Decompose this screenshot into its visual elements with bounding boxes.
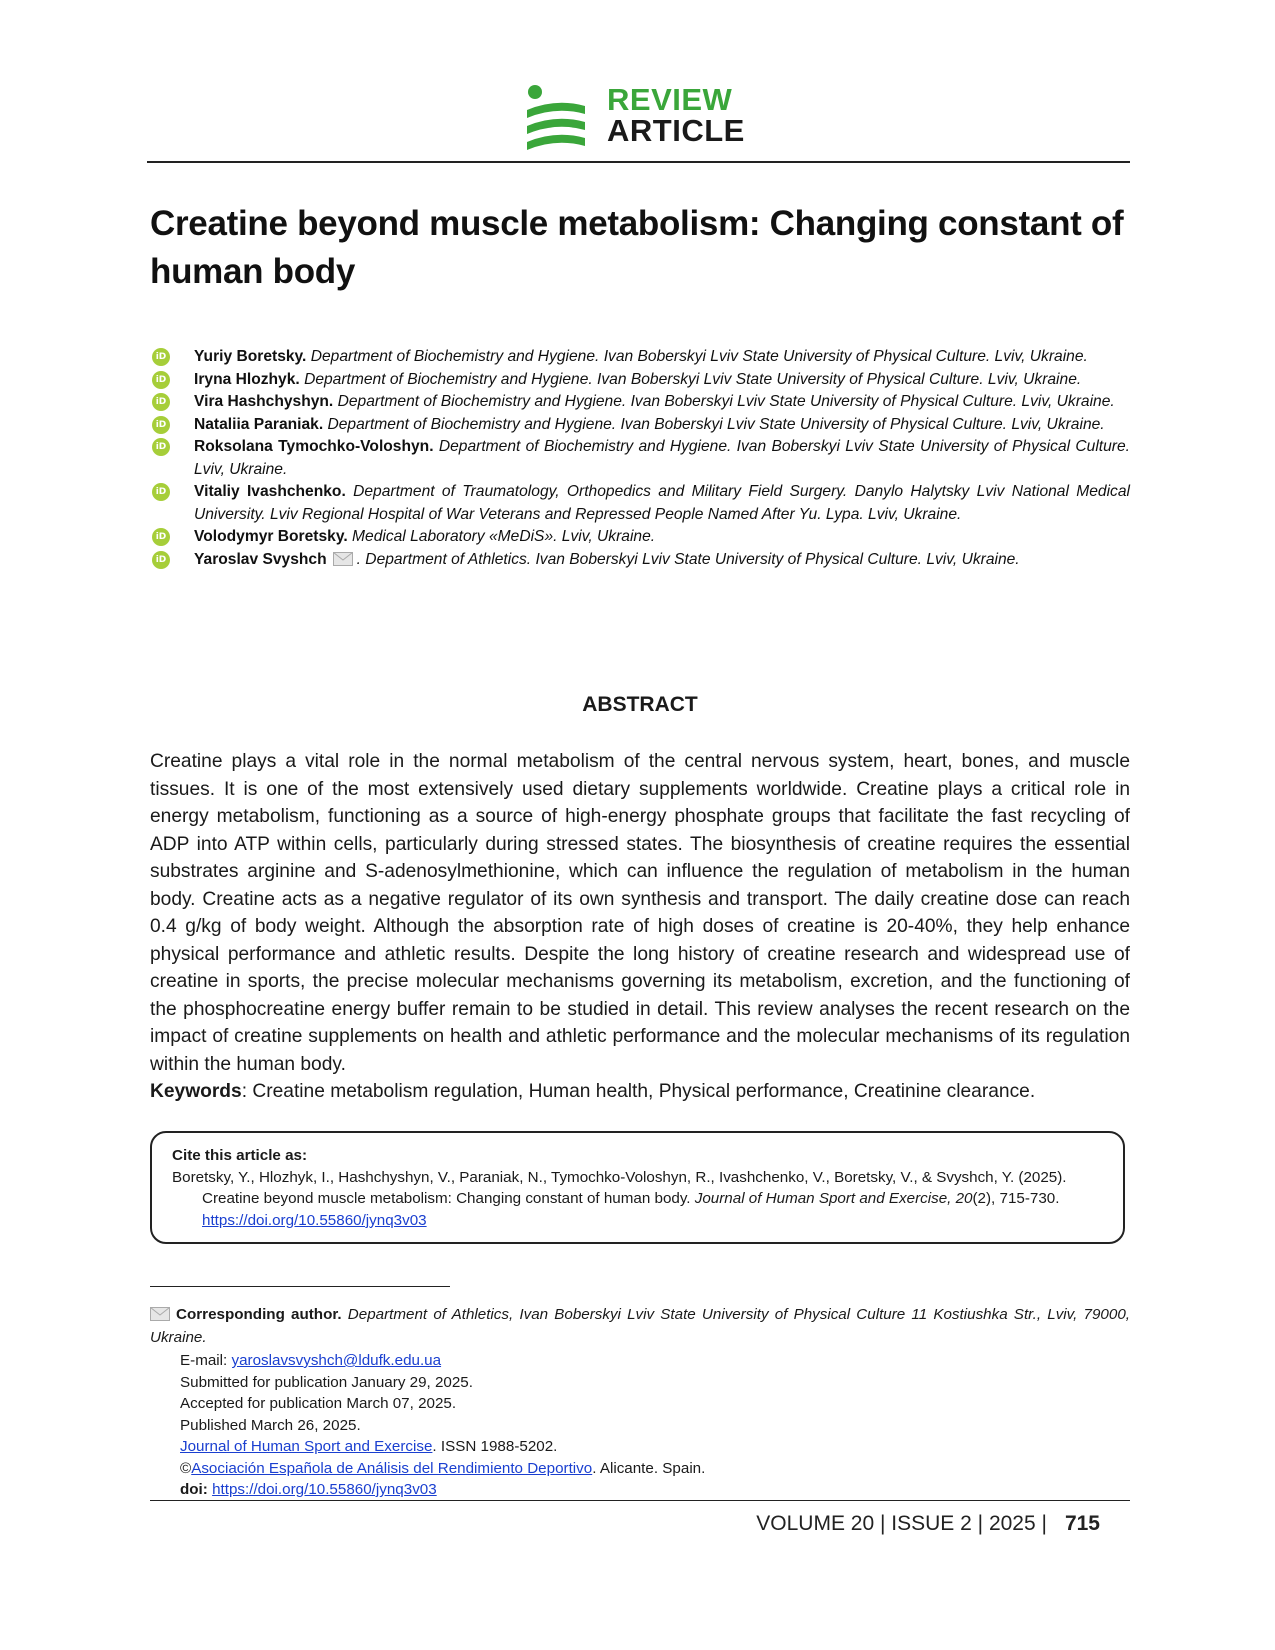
author-entry (150, 369, 1130, 392)
publisher-link[interactable]: Asociación Española de Análisis del Rendimiento Deportivo (191, 1459, 593, 1477)
footnote-divider (150, 1286, 450, 1287)
author-entry (150, 526, 1130, 549)
corresponding-author (150, 1303, 1130, 1349)
submitted-date: Submitted for publication January 29, 2025. (180, 1373, 473, 1391)
orcid-icon[interactable]: iD (152, 483, 170, 501)
citation-authors: Boretsky, Y., Hlozhyk, I., Hashchyshyn, V., Paraniak, N., Tymochko-Voloshyn, R., Ivashchenko, V., Boretsky, V., & Svyshch, Y. (2025). (172, 1168, 1067, 1186)
citation-box (150, 1131, 1125, 1244)
doi-label: doi: (180, 1481, 208, 1498)
email-link[interactable]: yaroslavsvyshch@ldufk.edu.ua (231, 1352, 442, 1369)
citation-text (172, 1167, 1103, 1232)
accepted-date: Accepted for publication March 07, 2025. (180, 1395, 457, 1412)
envelope-icon (333, 552, 353, 566)
author-affiliation: Department of Biochemistry and Hygiene. Ivan Boberskyi Lviv State University of Physical Culture. Lviv, Ukraine. (194, 438, 1130, 478)
author-affiliation: . Department of Athletics. Ivan Boberskyi Lviv State University of Physical Culture. Lviv, Ukraine. (356, 550, 1020, 568)
author-affiliation: Department of Biochemistry and Hygiene. Ivan Boberskyi Lviv State University of Physical Culture. Lviv, Ukraine. (337, 393, 1115, 410)
badge-article: ARTICLE (607, 113, 745, 148)
journal-logo-icon (525, 84, 587, 150)
author-entry (150, 436, 1130, 481)
author-name: Yaroslav Svyshch (194, 550, 327, 568)
author-affiliation: Department of Biochemistry and Hygiene. Ivan Boberskyi Lviv State University of Physical Culture. Lviv, Ukraine. (304, 370, 1082, 388)
orcid-icon[interactable]: iD (152, 348, 170, 366)
author-name: Yuriy Boretsky. (194, 348, 307, 365)
author-entry (150, 549, 1130, 572)
journal-line (180, 1436, 1080, 1458)
author-name: Iryna Hlozhyk. (194, 370, 300, 388)
author-entry (150, 414, 1130, 437)
article-title: Creatine beyond muscle metabolism: Changing constant of human body (150, 204, 1124, 291)
corresponding-label: Corresponding author. (176, 1306, 342, 1323)
abstract-text: Creatine plays a vital role in the normal metabolism of the central nervous system, heart, bones, and muscle tissues. It is one of the most extensively used dietary supplements worldwide. Creatine plays a critical role in energy metabolism, functioning as a source of high-energy phosphate groups that facilitate the fast recycling of ADP into ATP within cells, particularly during stressed states. The biosynthesis of creatine requires the essential substrates arginine and S-adenosylmethionine, which can influence the regulation of metabolism in the human body. Creatine acts as a negative regulator of its own synthesis and transport. The daily creatine dose can reach 0.4 g/kg of body weight. Although the absorption rate of high doses of creatine is 20-40%, they help enhance physical performance and athletic results. Despite the long history of creatine research and widespread use of creatine in sports, the precise molecular mechanisms governing its metabolism, excretion, and the functioning of the phosphocreatine energy buffer remain to be studied in detail. This review analyses the recent research on the impact of creatine supplements on health and athletic performance and the molecular mechanisms of its regulation within the human body. (150, 751, 1130, 1075)
volume-issue: VOLUME 20 | ISSUE 2 | 2025 | (756, 1512, 1047, 1535)
keywords (150, 1078, 1130, 1106)
review-article-badge (525, 84, 755, 150)
footer-divider (150, 1500, 1130, 1501)
orcid-icon[interactable]: iD (152, 438, 170, 456)
author-affiliation: Department of Biochemistry and Hygiene. Ivan Boberskyi Lviv State University of Physical Culture. Lviv, Ukraine. (310, 348, 1088, 365)
orcid-icon[interactable]: iD (152, 528, 170, 546)
orcid-icon[interactable]: iD (152, 551, 170, 569)
badge-review: REVIEW (607, 82, 733, 117)
orcid-icon[interactable]: iD (152, 416, 170, 434)
author-entry (150, 346, 1130, 369)
author-list (150, 346, 1130, 571)
header-divider (147, 161, 1130, 163)
author-name: Volodymyr Boretsky. (194, 528, 348, 545)
published-date: Published March 26, 2025. (180, 1416, 361, 1434)
doi-link[interactable]: https://doi.org/10.55860/jynq3v03 (212, 1481, 437, 1498)
author-affiliation: Medical Laboratory «MeDiS». Lviv, Ukraine. (352, 528, 656, 545)
citation-doi-link[interactable]: https://doi.org/10.55860/jynq3v03 (202, 1211, 427, 1229)
page-number: 715 (1064, 1512, 1100, 1535)
keywords-text: : Creatine metabolism regulation, Human health, Physical performance, Creatinine clearance. (241, 1081, 1036, 1102)
doi-line (180, 1479, 1080, 1501)
author-name: Vira Hashchyshyn. (194, 393, 334, 410)
author-entry (150, 391, 1130, 414)
citation-issue: (2), 715-730. (972, 1190, 1060, 1207)
author-affiliation: Department of Biochemistry and Hygiene. Ivan Boberskyi Lviv State University of Physical Culture. Lviv, Ukraine. (327, 415, 1105, 433)
envelope-icon (150, 1307, 170, 1321)
issn: . ISSN 1988-5202. (432, 1438, 558, 1455)
author-affiliation: Department of Traumatology, Orthopedics and Military Field Surgery. Danylo Halytsky Lviv National Medical University. Lviv Regional Hospital of War Veterans and Repressed People Named After Yu. Lypa. Lviv, Ukraine. (194, 483, 1130, 523)
copyright-line: ©Asociación Española de Análisis del Rendimiento Deportivo. Alicante. Spain. (180, 1459, 706, 1477)
author-name: Vitaliy Ivashchenko. (194, 483, 346, 500)
citation-label: Cite this article as: (172, 1147, 308, 1164)
orcid-icon[interactable]: iD (152, 393, 170, 411)
corresponding-address: Department of Athletics, Ivan Boberskyi Lviv State University of Physical Culture 11 Kostiushka Str., Lviv, 79000, Ukraine. (150, 1306, 1130, 1346)
author-entry (150, 481, 1130, 526)
keywords-label: Keywords (150, 1081, 242, 1102)
journal-link[interactable]: Journal of Human Sport and Exercise (180, 1438, 433, 1455)
abstract-heading: ABSTRACT (582, 693, 698, 716)
author-name: Roksolana Tymochko-Voloshyn. (194, 438, 434, 455)
publication-meta (180, 1350, 1080, 1501)
email-line: E-mail: yaroslavsvyshch@ldufk.edu.ua (180, 1352, 442, 1369)
publisher-place: . Alicante. Spain. (592, 1459, 706, 1477)
citation-title: Creatine beyond muscle metabolism: Changing constant of human body. (202, 1190, 695, 1207)
citation-journal: Journal of Human Sport and Exercise, 20 (694, 1190, 973, 1207)
orcid-icon[interactable]: iD (152, 371, 170, 389)
page-footer (700, 1512, 1100, 1536)
author-name: Nataliia Paraniak. (194, 415, 324, 433)
